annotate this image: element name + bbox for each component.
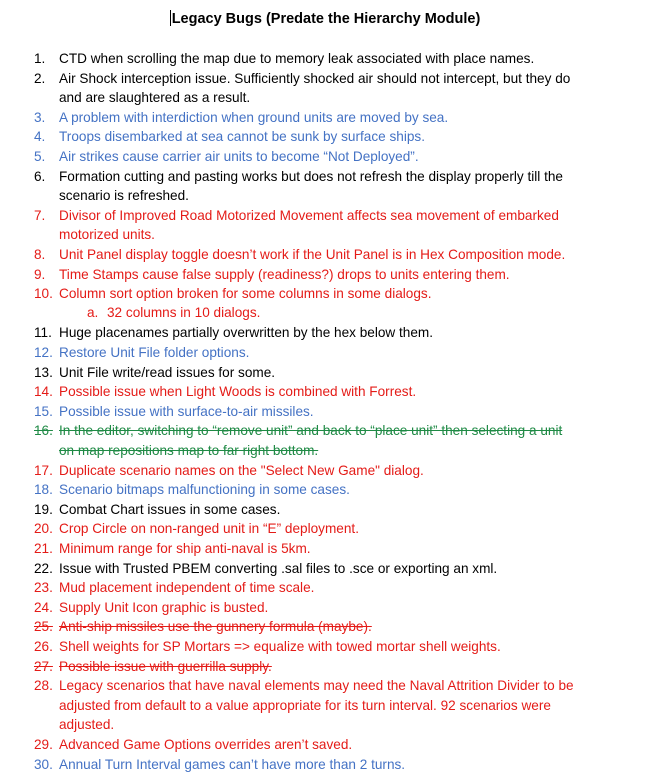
list-number: 23.	[34, 580, 53, 596]
list-item-text: Huge placenames partially overwritten by the hex below them.	[59, 325, 434, 341]
list-item-text: Legacy scenarios that have naval elements may need the Naval Attrition Divider to be	[59, 678, 574, 694]
list-item-text: CTD when scrolling the map due to memory leak associated with place names.	[59, 51, 535, 66]
list-item-text: Troops disembarked at sea cannot be sunk by surface ships.	[59, 129, 425, 145]
list-item	[34, 559, 644, 579]
list-item	[34, 147, 644, 167]
list-item-text: Minimum range for ship anti-naval is 5km.	[59, 541, 311, 556]
list-item-text: Air strikes cause carrier air units to become “Not Deployed”.	[59, 149, 419, 164]
list-number: 29.	[34, 737, 53, 752]
list-item-text: Issue with Trusted PBEM converting .sal files to .sce or exporting an xml.	[59, 560, 498, 576]
list-item-text: Possible issue when Light Woods is combined with Forrest.	[59, 384, 417, 400]
list-item	[34, 421, 644, 460]
list-item-text: Supply Unit Icon graphic is busted.	[59, 599, 269, 615]
list-item	[34, 382, 644, 402]
list-item-text: In the editor, switching to “remove unit” and back to “place unit” then selecting a unit	[59, 423, 563, 439]
list-item-text: Annual Turn Interval games can’t have more than 2 turns.	[59, 756, 406, 772]
list-number: 5.	[34, 149, 46, 164]
list-item-text: motorized units.	[59, 227, 155, 243]
list-number: 11.	[34, 325, 52, 341]
list-number: 10.	[34, 286, 53, 302]
list-item	[34, 480, 644, 500]
list-item-text: Possible issue with surface-to-air missiles.	[59, 403, 314, 419]
list-item-text: Column sort option broken for some columns in some dialogs.	[59, 286, 432, 302]
list-item-text: Restore Unit File folder options.	[59, 345, 250, 360]
list-item-text: A problem with interdiction when ground units are moved by sea.	[59, 109, 449, 125]
list-item-text: adjusted from default to a value appropriate for its turn interval. 92 scenarios were	[59, 697, 551, 713]
list-number: 15.	[34, 403, 53, 419]
text-cursor	[170, 10, 171, 26]
list-number: 16.	[34, 423, 53, 439]
list-number: 3.	[34, 109, 46, 125]
list-item	[34, 617, 644, 637]
list-item-text: Crop Circle on non-ranged unit in “E” deployment.	[59, 521, 359, 537]
list-number: 30.	[34, 756, 53, 772]
list-number: 20.	[34, 521, 53, 537]
list-item	[34, 500, 644, 520]
list-item	[34, 539, 644, 559]
list-item	[34, 519, 644, 539]
list-item-text: Shell weights for SP Mortars => equalize with towed mortar shell weights.	[59, 639, 501, 654]
list-number: 26.	[34, 639, 53, 654]
list-number: 2.	[34, 70, 46, 86]
list-item	[34, 284, 644, 304]
list-item-text: adjusted.	[59, 717, 115, 733]
list-item	[34, 755, 644, 775]
list-item	[34, 637, 644, 657]
list-number: 13.	[34, 364, 53, 380]
list-item-text: Advanced Game Options overrides aren’t saved.	[59, 737, 353, 752]
list-number: 14.	[34, 384, 53, 400]
list-item-text: and are slaughtered as a result.	[59, 90, 251, 106]
list-item	[34, 167, 644, 206]
list-item-text: Mud placement independent of time scale.	[59, 580, 315, 596]
list-number: 4.	[34, 129, 46, 145]
list-item	[34, 265, 644, 285]
list-number: 9.	[34, 266, 46, 282]
list-number: 28.	[34, 678, 53, 694]
list-item	[34, 461, 644, 481]
list-item	[34, 657, 644, 677]
list-item	[34, 69, 644, 108]
list-item-text: Possible issue with guerrilla supply.	[59, 658, 272, 674]
list-item-text: Unit Panel display toggle doesn’t work if the Unit Panel is in Hex Composition mode.	[59, 247, 566, 262]
list-number: 27.	[34, 658, 53, 674]
list-item	[34, 108, 644, 128]
list-item	[34, 49, 644, 69]
list-item-text: on map repositions map to far right bottom.	[59, 442, 319, 458]
list-item-text: Scenario bitmaps malfunctioning in some cases.	[59, 482, 350, 498]
list-item	[34, 735, 644, 755]
list-item-text: Time Stamps cause false supply (readiness?) drops to units entering them.	[59, 266, 510, 282]
list-number: 7.	[34, 207, 46, 223]
list-item-text: Divisor of Improved Road Motorized Movement affects sea movement of embarked	[59, 207, 559, 223]
list-item-text: Duplicate scenario names on the "Select New Game" dialog.	[59, 462, 424, 478]
list-item	[34, 206, 644, 245]
document-title: Legacy Bugs (Predate the Hierarchy Module)	[171, 11, 481, 27]
list-item	[34, 363, 644, 383]
list-number: 18.	[34, 482, 53, 498]
list-number: 6.	[34, 168, 46, 184]
sub-list-marker: a.	[87, 305, 99, 320]
list-number: 22.	[34, 560, 53, 576]
list-item-text: Combat Chart issues in some cases.	[59, 501, 281, 517]
list-item-text: Unit File write/read issues for some.	[59, 364, 276, 380]
sub-list-text: 32 columns in 10 dialogs.	[107, 305, 261, 320]
list-item	[34, 127, 644, 147]
list-item	[34, 402, 644, 422]
list-item	[34, 676, 644, 735]
list-number: 8.	[34, 247, 46, 262]
sub-list-item	[87, 303, 260, 323]
list-item	[34, 343, 644, 363]
list-number: 24.	[34, 599, 53, 615]
list-item	[34, 323, 644, 343]
list-item	[34, 578, 644, 598]
list-item-text: scenario is refreshed.	[59, 188, 189, 204]
list-item	[34, 598, 644, 618]
list-number: 25.	[34, 619, 53, 635]
list-item-text: Formation cutting and pasting works but does not refresh the display properly till the	[59, 168, 563, 184]
list-number: 19.	[34, 501, 53, 517]
list-number: 1.	[34, 51, 46, 66]
list-item-text: Air Shock interception issue. Sufficiently shocked air should not intercept, but they do	[59, 70, 571, 86]
list-number: 12.	[34, 345, 53, 360]
list-item	[34, 245, 644, 265]
list-number: 21.	[34, 541, 53, 556]
list-item-text: Anti-ship missiles use the gunnery formula (maybe).	[59, 619, 372, 635]
list-number: 17.	[34, 462, 53, 478]
